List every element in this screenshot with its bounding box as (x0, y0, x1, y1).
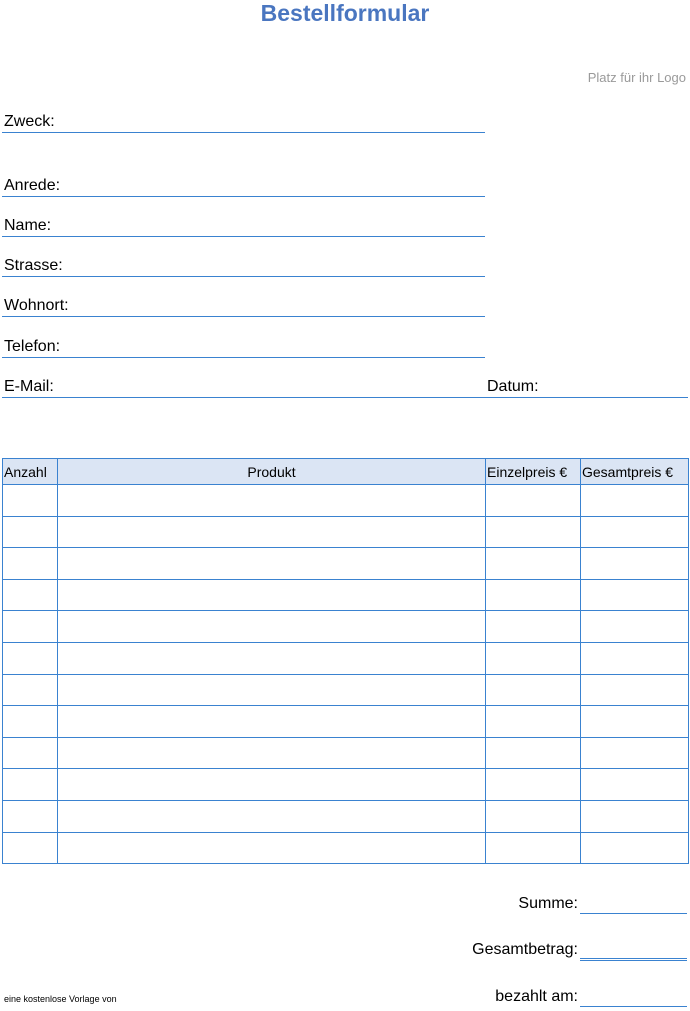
einzelpreis-cell[interactable] (486, 706, 581, 738)
telefon-field[interactable] (2, 357, 485, 358)
anzahl-cell[interactable] (3, 769, 58, 801)
summe-field[interactable] (580, 913, 687, 914)
gesamtpreis-cell[interactable] (581, 611, 689, 643)
produkt-cell[interactable] (58, 516, 486, 548)
einzelpreis-cell[interactable] (486, 611, 581, 643)
table-row (3, 800, 689, 832)
anrede-field[interactable] (2, 196, 485, 197)
zweck-field[interactable] (2, 132, 485, 133)
table-row (3, 579, 689, 611)
gesamtbetrag-label: Gesamtbetrag: (472, 941, 578, 958)
gesamtpreis-cell[interactable] (581, 800, 689, 832)
produkt-cell[interactable] (58, 832, 486, 864)
produkt-cell[interactable] (58, 548, 486, 580)
anzahl-cell[interactable] (3, 832, 58, 864)
gesamtpreis-cell[interactable] (581, 516, 689, 548)
einzelpreis-cell[interactable] (486, 832, 581, 864)
gesamtpreis-cell[interactable] (581, 706, 689, 738)
strasse-field[interactable] (2, 276, 485, 277)
table-row (3, 674, 689, 706)
datum-label: Datum: (487, 378, 539, 395)
telefon-label: Telefon: (4, 338, 61, 355)
email-label: E-Mail: (4, 378, 54, 395)
anzahl-cell[interactable] (3, 737, 58, 769)
gesamtpreis-cell[interactable] (581, 548, 689, 580)
einzelpreis-cell[interactable] (486, 485, 581, 517)
produkt-cell[interactable] (58, 706, 486, 738)
gesamtpreis-cell[interactable] (581, 485, 689, 517)
anzahl-cell[interactable] (3, 611, 58, 643)
table-row (3, 706, 689, 738)
wohnort-label: Wohnort: (4, 297, 69, 314)
produkt-cell[interactable] (58, 579, 486, 611)
bezahlt-am-label: bezahlt am: (495, 988, 578, 1005)
gesamtpreis-cell[interactable] (581, 579, 689, 611)
einzelpreis-cell[interactable] (486, 737, 581, 769)
strasse-label: Strasse: (4, 257, 63, 274)
einzelpreis-cell[interactable] (486, 642, 581, 674)
produkt-cell[interactable] (58, 642, 486, 674)
produkt-cell[interactable] (58, 800, 486, 832)
gesamtpreis-cell[interactable] (581, 737, 689, 769)
name-label: Name: (4, 217, 52, 234)
table-row (3, 548, 689, 580)
einzelpreis-cell[interactable] (486, 674, 581, 706)
column-header-produkt: Produkt (58, 459, 486, 485)
column-header-anzahl: Anzahl (3, 459, 58, 485)
wohnort-field[interactable] (2, 316, 485, 317)
logo-placeholder: Platz für ihr Logo (587, 70, 686, 85)
table-row (3, 832, 689, 864)
gesamtpreis-cell[interactable] (581, 769, 689, 801)
produkt-cell[interactable] (58, 611, 486, 643)
anrede-label: Anrede: (4, 177, 61, 194)
einzelpreis-cell[interactable] (486, 579, 581, 611)
zweck-label: Zweck: (4, 113, 55, 130)
column-header-einzelpreis: Einzelpreis € (486, 459, 581, 485)
einzelpreis-cell[interactable] (486, 800, 581, 832)
table-row (3, 485, 689, 517)
footer-note: eine kostenlose Vorlage von (4, 994, 117, 1004)
produkt-cell[interactable] (58, 737, 486, 769)
anzahl-cell[interactable] (3, 642, 58, 674)
page-title: Bestellformular (260, 0, 430, 26)
einzelpreis-cell[interactable] (486, 548, 581, 580)
anzahl-cell[interactable] (3, 579, 58, 611)
column-header-gesamtpreis: Gesamtpreis € (581, 459, 689, 485)
summe-label: Summe: (518, 895, 578, 912)
email-datum-field[interactable] (2, 397, 688, 398)
table-row (3, 516, 689, 548)
anzahl-cell[interactable] (3, 485, 58, 517)
produkt-cell[interactable] (58, 674, 486, 706)
gesamtbetrag-field[interactable] (580, 958, 687, 961)
table-row (3, 642, 689, 674)
table-row (3, 769, 689, 801)
gesamtpreis-cell[interactable] (581, 832, 689, 864)
order-table (2, 458, 689, 864)
einzelpreis-cell[interactable] (486, 769, 581, 801)
table-row (3, 611, 689, 643)
bezahlt-am-field[interactable] (580, 1006, 687, 1007)
anzahl-cell[interactable] (3, 548, 58, 580)
anzahl-cell[interactable] (3, 800, 58, 832)
anzahl-cell[interactable] (3, 674, 58, 706)
produkt-cell[interactable] (58, 485, 486, 517)
table-row (3, 737, 689, 769)
produkt-cell[interactable] (58, 769, 486, 801)
name-field[interactable] (2, 236, 485, 237)
gesamtpreis-cell[interactable] (581, 674, 689, 706)
gesamtpreis-cell[interactable] (581, 642, 689, 674)
table-header-row (3, 459, 689, 485)
einzelpreis-cell[interactable] (486, 516, 581, 548)
anzahl-cell[interactable] (3, 706, 58, 738)
anzahl-cell[interactable] (3, 516, 58, 548)
